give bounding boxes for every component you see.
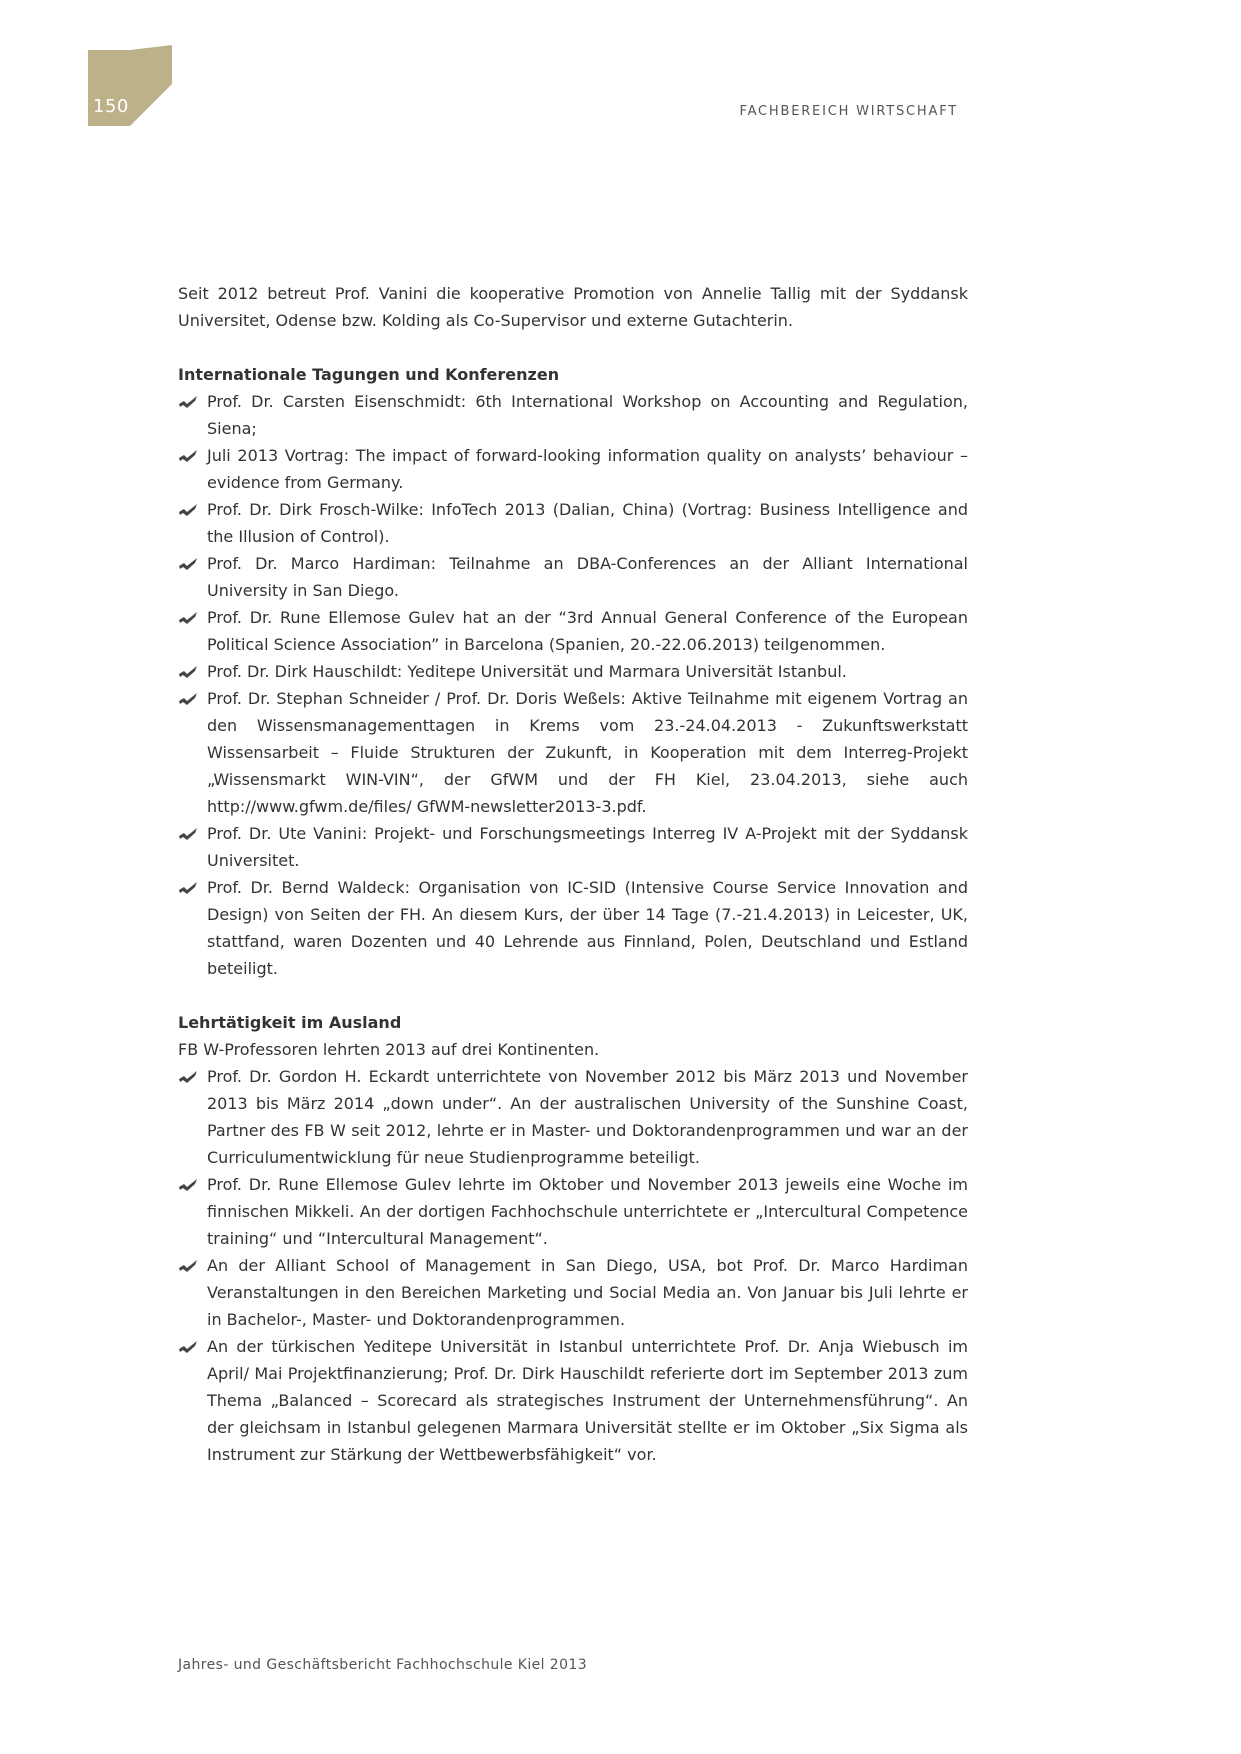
page-footer: Jahres- und Geschäftsbericht Fachhochschule Kiel 2013 [178, 1657, 588, 1673]
list-item: Juli 2013 Vortrag: The impact of forward-looking information quality on analysts’ behaviour – evidence from Germany. [178, 442, 968, 496]
teaching-intro: FB W-Professoren lehrten 2013 auf drei Kontinenten. [178, 1040, 600, 1059]
intro-paragraph: Seit 2012 betreut Prof. Vanini die kooperative Promotion von Annelie Tallig mit der Syddansk Universitet, Odense bzw. Kolding als Co-Supervisor und externe Gutachterin. [178, 284, 968, 330]
page-number-tab [0, 0, 200, 140]
teaching-list [178, 1063, 968, 1468]
check-bullet-icon [178, 557, 198, 571]
check-bullet-icon [178, 503, 198, 517]
check-bullet-icon [178, 1070, 198, 1084]
list-item: An der Alliant School of Management in San Diego, USA, bot Prof. Dr. Marco Hardiman Veranstaltungen in den Bereichen Marketing und Social Media an. Von Januar bis Juli lehrte er in Bachelor-, Master- und Doktorandenprogrammen. [178, 1252, 968, 1333]
check-bullet-icon [178, 449, 198, 463]
list-item: Prof. Dr. Stephan Schneider / Prof. Dr. Doris Weßels: Aktive Teilnahme mit eigenem Vortrag an den Wissensmanagementtagen in Krems vom 23.-24.04.2013 - Zukunftswerkstatt Wissensarbeit – Fluide Strukturen der Zukunft, in Kooperation mit dem Interreg-Projekt „Wissensmarkt WIN-VIN“, der GfWM und der FH Kiel, 23.04.2013, siehe auch http://www.gfwm.de/files/ GfWM-newsletter2013-3.pdf. [178, 685, 968, 820]
list-item: Prof. Dr. Dirk Frosch-Wilke: InfoTech 2013 (Dalian, China) (Vortrag: Business Intelligence and the Illusion of Control). [178, 496, 968, 550]
conferences-heading: Internationale Tagungen und Konferenzen [178, 365, 560, 384]
list-item: Prof. Dr. Bernd Waldeck: Organisation von IC-SID (Intensive Course Service Innovation and Design) von Seiten der FH. An diesem Kurs, der über 14 Tage (7.-21.4.2013) in Leicester, UK, stattfand, waren Dozenten und 40 Lehrende aus Finnland, Polen, Deutschland und Estland beteiligt. [178, 874, 968, 982]
check-bullet-icon [178, 692, 198, 706]
check-bullet-icon [178, 1178, 198, 1192]
conferences-list [178, 388, 968, 982]
list-item: Prof. Dr. Gordon H. Eckardt unterrichtete von November 2012 bis März 2013 und November 2013 bis März 2014 „down under“. An der australischen University of the Sunshine Coast, Partner des FB W seit 2012, lehrte er in Master- und Doktorandenprogrammen und war an der Curriculumentwicklung für neue Studienprogramme beteiligt. [178, 1063, 968, 1171]
list-item: Prof. Dr. Dirk Hauschildt: Yeditepe Universität und Marmara Universität Istanbul. [178, 658, 968, 685]
check-bullet-icon [178, 1340, 198, 1354]
list-item: Prof. Dr. Carsten Eisenschmidt: 6th International Workshop on Accounting and Regulation, Siena; [178, 388, 968, 442]
check-bullet-icon [178, 827, 198, 841]
list-item: Prof. Dr. Rune Ellemose Gulev hat an der “3rd Annual General Conference of the European Political Science Association” in Barcelona (Spanien, 20.-22.06.2013) teilgenommen. [178, 604, 968, 658]
list-item: Prof. Dr. Ute Vanini: Projekt- und Forschungsmeetings Interreg IV A-Projekt mit der Syddansk Universitet. [178, 820, 968, 874]
main-content [178, 280, 968, 1468]
list-item: Prof. Dr. Marco Hardiman: Teilnahme an DBA-Conferences an der Alliant International University in San Diego. [178, 550, 968, 604]
check-bullet-icon [178, 665, 198, 679]
page-number: 150 [93, 96, 129, 117]
list-item: Prof. Dr. Rune Ellemose Gulev lehrte im Oktober und November 2013 jeweils eine Woche im finnischen Mikkeli. An der dortigen Fachhochschule unterrichtete er „Intercultural Competence training“ und “Intercultural Management“. [178, 1171, 968, 1252]
section-header: FACHBEREICH WIRTSCHAFT [739, 104, 958, 119]
check-bullet-icon [178, 881, 198, 895]
check-bullet-icon [178, 611, 198, 625]
check-bullet-icon [178, 395, 198, 409]
check-bullet-icon [178, 1259, 198, 1273]
teaching-heading: Lehrtätigkeit im Ausland [178, 1013, 402, 1032]
list-item: An der türkischen Yeditepe Universität in Istanbul unterrichtete Prof. Dr. Anja Wiebusch im April/ Mai Projektfinanzierung; Prof. Dr. Dirk Hauschildt referierte dort im September 2013 zum Thema „Balanced – Scorecard als strategisches Instrument der Unternehmensführung“. An der gleichsam in Istanbul gelegenen Marmara Universität stellte er im Oktober „Six Sigma als Instrument zur Stärkung der Wettbewerbsfähigkeit“ vor. [178, 1333, 968, 1468]
